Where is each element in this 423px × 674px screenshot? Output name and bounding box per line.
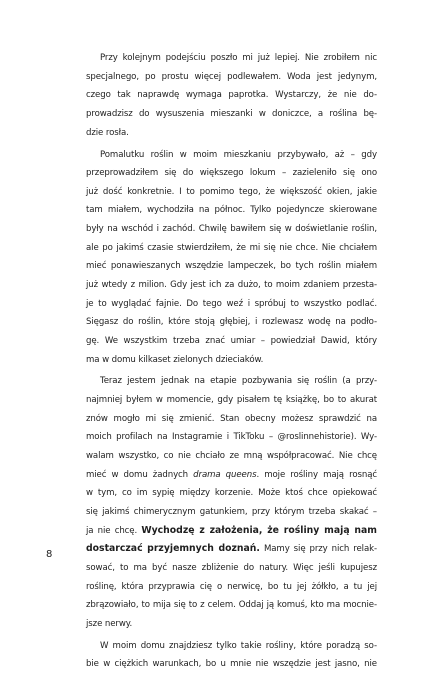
text-line: mieć ponawieszanych wszędzie lampeczek, bo tych roślin miałem: [86, 261, 377, 272]
text-line: ma w domu kilkaset zielonych dzieciaków.: [86, 354, 264, 365]
bold-phrase: Wychodzę z założenia, że rośliny mają nam: [141, 524, 377, 536]
italic-phrase: drama queens: [193, 469, 257, 480]
text-line: się jakimś chimerycznym gatunkiem, przy którym trzeba skakać –: [86, 506, 377, 517]
text-line: [86, 540, 377, 559]
text-line: już wtedy z milion. Gdy jest ich za dużo, to moim zdaniem przesta-: [86, 279, 377, 290]
text-line: roślinę, która przyprawia cię o nerwicę, bo tu jej żółkło, a tu jej: [86, 581, 377, 592]
text-line: W moim domu znajdziesz tylko takie rośliny, które poradzą so-: [100, 640, 377, 651]
text-line: dzie rosła.: [86, 127, 129, 138]
paragraph-4: [86, 637, 377, 674]
text-line: tam miałem, wychodziła na północ. Tylko pojedyncze skierowane: [86, 205, 377, 216]
text-line: jsze nerwy.: [86, 618, 133, 629]
text-line: zbrązowiało, to mija się to z celem. Oddaj ją komuś, kto ma mocnie-: [86, 600, 377, 611]
text-fragment: moje rośliny mają rosnąć: [264, 469, 378, 480]
text-line: je to wyglądać fajnie. Do tego weź i spróbuj to wszystko podlać.: [86, 298, 377, 309]
text-line: prowadzisz do wysuszenia mieszanki w doniczce, a roślina bę-: [86, 108, 377, 119]
text-line: [86, 522, 377, 541]
text-line: Pomalutku roślin w moim mieszkaniu przybywało, aż – gdy: [100, 149, 377, 160]
text-fragment: mieć w domu żadnych: [86, 469, 194, 480]
text-line: w tym, co im sypię między korzenie. Może ktoś chce opiekować: [86, 488, 377, 499]
text-line: Przy kolejnym podejściu poszło mi już lepiej. Nie zrobiłem nic: [100, 53, 377, 63]
text-fragment: .: [256, 469, 265, 480]
text-line: ale po jakimś czasie stwierdziłem, że mi się nie chce. Nie chciałem: [86, 242, 377, 253]
body-text: [86, 49, 377, 674]
text-line: Sięgasz do roślin, które stoją głębiej, i rozlewasz wodę na podło-: [86, 317, 377, 328]
text-line: najmniej byłem w momencie, gdy pisałem tę książkę, bo to akurat: [86, 395, 377, 406]
bold-phrase: dostarczać przyjemnych doznań.: [86, 543, 260, 555]
text-line: bie w ciężkich warunkach, bo u mnie nie wszędzie jest jasno, nie: [86, 659, 377, 670]
page-number: 8: [46, 549, 53, 560]
text-line: znów mogło mi się zmienić. Stan obecny możesz sprawdzić na: [86, 413, 377, 424]
text-line: [86, 466, 377, 485]
text-line: walam wszystko, co nie chciało ze mną współpracować. Nie chcę: [86, 451, 377, 462]
paragraph-2: [86, 146, 377, 370]
text-line: moich profilach na Instagramie i TikToku – @roslinnehistorie). Wy-: [86, 432, 377, 443]
text-line: Teraz jestem jednak na etapie pozbywania się roślin (a przy-: [100, 376, 377, 387]
paragraph-3: [86, 372, 377, 633]
paragraph-1: [86, 49, 377, 142]
text-line: gę. We wszystkim trzeba znać umiar – powiedział Dawid, który: [86, 335, 377, 346]
text-line: czego tak naprawdę wymaga paprotka. Wystarczy, że nie do-: [86, 90, 377, 101]
text-line: były na wschód i zachód. Chwilę bawiłem się w doświetlanie roślin,: [86, 224, 377, 235]
text-line: już dość konkretnie. I to pomimo tego, że większość okien, jakie: [86, 186, 377, 197]
text-fragment: ja nie chcę.: [86, 525, 142, 536]
text-line: przeprowadziłem się do większego lokum – zazieleniło się ono: [86, 168, 377, 179]
text-line: specjalnego, po prostu więcej podlewałem. Woda jest jedynym,: [86, 71, 377, 82]
text-line: sować, to ma być nasze zbliżenie do natury. Więc jeśli kupujesz: [86, 562, 377, 573]
text-fragment: Mamy się przy nich relak-: [263, 544, 377, 555]
